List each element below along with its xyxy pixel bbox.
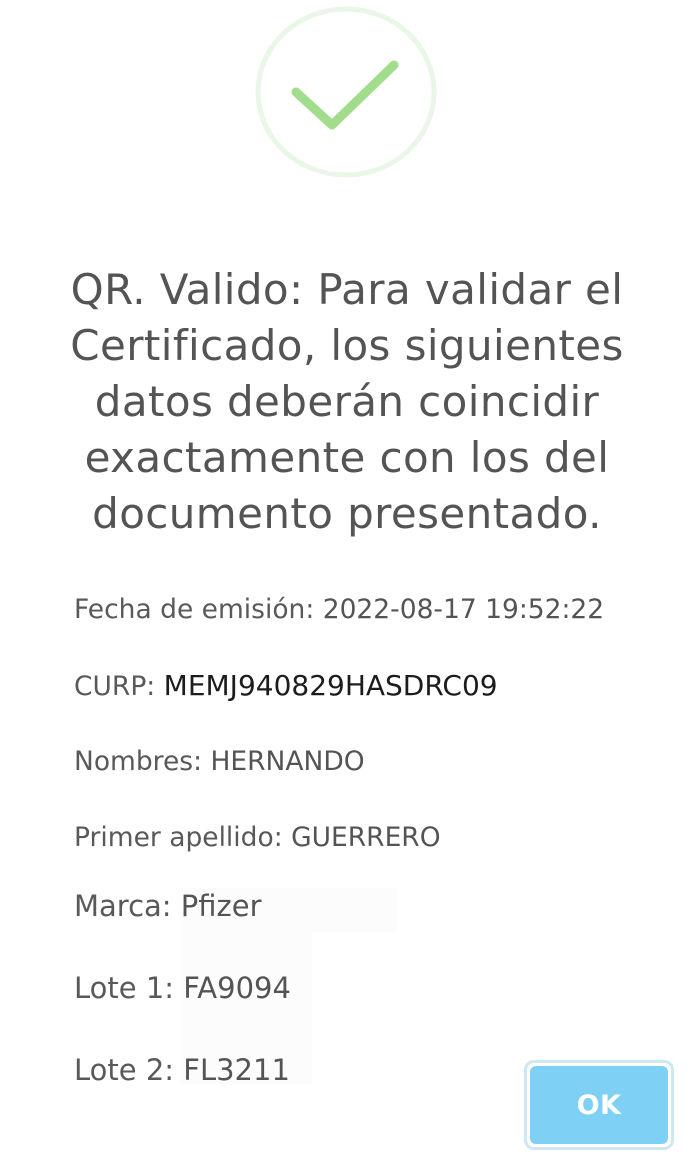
field-label: Fecha de emisión: <box>74 594 315 625</box>
field-value: GUERRERO <box>291 822 441 853</box>
field-lot-1 <box>74 968 291 1008</box>
field-brand <box>74 886 262 926</box>
field-value: Pfizer <box>180 889 262 923</box>
dialog-title: QR. Valido: Para validar el Certificado, los siguientes datos deberán coincidir exactamente con los del documento presentado. <box>70 265 624 538</box>
field-label: Marca: <box>74 889 172 923</box>
field-label: Primer apellido: <box>74 822 283 853</box>
checkmark-icon <box>254 5 438 179</box>
ok-button-label: OK <box>530 1066 668 1144</box>
ok-button[interactable] <box>524 1060 674 1150</box>
field-value: HERNANDO <box>210 746 365 777</box>
field-first-surname <box>74 818 441 858</box>
field-issue-date <box>74 590 604 630</box>
field-label: Nombres: <box>74 746 203 777</box>
field-label: Lote 1: <box>74 971 175 1005</box>
field-label: CURP: <box>74 671 156 702</box>
field-curp <box>74 666 498 707</box>
field-label: Lote 2: <box>74 1053 175 1087</box>
field-lot-2 <box>74 1050 290 1090</box>
field-value: MEMJ940829HASDRC09 <box>163 669 498 702</box>
field-value: FL3211 <box>183 1053 290 1087</box>
field-names <box>74 742 365 782</box>
field-value: 2022-08-17 19:52:22 <box>322 594 605 625</box>
field-value: FA9094 <box>183 971 291 1005</box>
